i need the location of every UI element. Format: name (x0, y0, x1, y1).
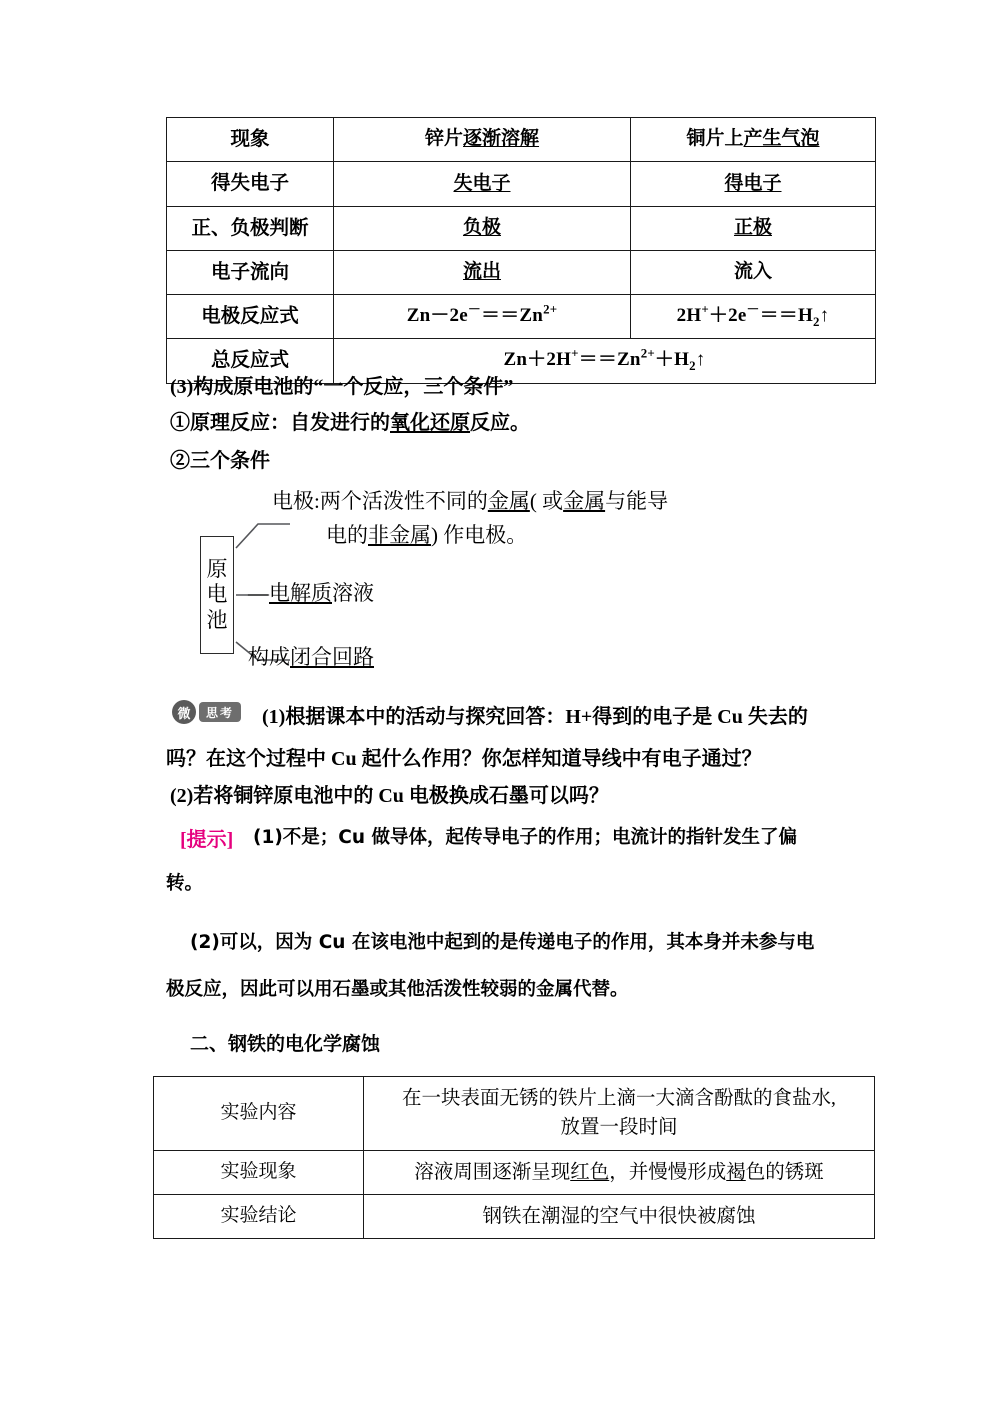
answer-2-line1: (2)可以，因为 Cu 在该电池中起到的是传递电子的作用，其本身并未参与电 (190, 932, 815, 953)
row-label-experiment-content: 实验内容 (154, 1077, 364, 1151)
cell-experiment-conclusion: 钢铁在潮湿的空气中很快被腐蚀 (364, 1194, 875, 1238)
table-row (154, 1150, 875, 1194)
branch1-suffix: 与能导 (605, 489, 669, 513)
cell-copper-electrode-equation: $2H^++2e^-==H_2↑$ (631, 295, 876, 339)
row-label-experiment-conclusion: 实验结论 (154, 1194, 364, 1238)
brace-box-char-1: 原 (206, 556, 228, 581)
branch-electrode-line1 (272, 486, 668, 518)
principle-prefix: ①原理反应：自发进行的 (170, 412, 390, 434)
answer-1-line1: (1)不是；Cu 做导体，起传导电子的作用；电流计的指针发生了偏 (253, 827, 797, 848)
branch3-underline: 闭合回路 (290, 645, 374, 669)
table-row (167, 295, 876, 339)
table-row (154, 1077, 875, 1151)
think-badge-circle: 微 (172, 700, 196, 724)
branch-closed-circuit (248, 642, 374, 674)
cell-zinc-phenomenon: 锌片逐渐溶解 (334, 118, 631, 162)
brace-box-char-3: 池 (206, 607, 228, 632)
branch2-suffix: 溶液 (332, 581, 374, 605)
section-heading: 二、钢铁的电化学腐蚀 (190, 1033, 381, 1055)
electrode-reaction-table (166, 117, 876, 384)
experiment-content-line1: 在一块表面无锈的铁片上滴一大滴含酚酞的食盐水, (402, 1088, 836, 1109)
table-row (167, 118, 876, 162)
branch1-mid: ( 或 (529, 489, 564, 513)
row-label-electrode-equation: 电极反应式 (167, 295, 334, 339)
answer-2-line2: 极反应，因此可以用石墨或其他活泼性较弱的金属代替。 (166, 979, 629, 1000)
experiment-content-line2: 放置一段时间 (560, 1117, 678, 1139)
row-label-polarity: 正、负极判断 (167, 206, 334, 250)
branch3-prefix: 构成 (248, 645, 290, 669)
cell-experiment-phenomenon: 溶液周围逐渐呈现红色，并慢慢形成褐色的锈斑 (364, 1150, 875, 1194)
think-badge-pill: 思考 (199, 702, 241, 722)
conditions-title: ②三个条件 (170, 450, 270, 472)
row-label-phenomenon: 现象 (167, 118, 334, 162)
branch1-l2-suffix: ) 作电极。 (431, 523, 528, 547)
branch-electrolyte: —电解质溶液 (248, 581, 374, 605)
branch1-underline-2: 金属 (563, 489, 606, 513)
hint-label: [提示] (180, 829, 234, 851)
cell-zinc-electron-flow: 流出 (334, 250, 631, 294)
galvanic-cell-brace-diagram (190, 490, 810, 685)
cell-zinc-electrode-equation: $Zn-2e^-==Zn^{2+}$ (334, 295, 631, 339)
principle-reaction-line (170, 408, 530, 439)
table-row (167, 206, 876, 250)
corrosion-experiment-table (153, 1076, 875, 1239)
cell-copper-polarity: 正极 (631, 206, 876, 250)
question-1-line2: 吗？在这个过程中 Cu 起什么作用？你怎样知道导线中有电子通过？ (166, 748, 762, 770)
cell-copper-electron-transfer: 得电子 (631, 162, 876, 206)
table-row (154, 1194, 875, 1238)
construct-title: (3)构成原电池的“一个反应，三个条件” (170, 376, 514, 398)
cell-experiment-content (364, 1077, 875, 1151)
cell-copper-electron-flow: 流入 (631, 250, 876, 294)
table-row (167, 250, 876, 294)
think-badge (172, 700, 241, 724)
answer-1-line2: 转。 (166, 873, 204, 894)
principle-suffix: 反应。 (470, 412, 530, 434)
question-2: (2)若将铜锌原电池中的 Cu 电极换成石墨可以吗？ (170, 785, 609, 807)
branch1-underline-1: 金属 (487, 489, 530, 513)
branch-electrode-line2 (326, 520, 527, 552)
branch1-l2-prefix: 电的 (326, 523, 368, 547)
cell-zinc-polarity: 负极 (334, 206, 631, 250)
row-label-total-equation: 总反应式 (167, 339, 334, 383)
cell-zinc-electron-transfer: 失电子 (334, 162, 631, 206)
principle-underlined: 氧化还原 (390, 412, 470, 434)
row-label-experiment-phenomenon: 实验现象 (154, 1150, 364, 1194)
branch2-underline: 电解质 (269, 581, 332, 605)
cell-copper-phenomenon: 铜片上产生气泡 (631, 118, 876, 162)
question-1-line1: (1)根据课本中的活动与探究回答：H+得到的电子是 Cu 失去的 (262, 706, 808, 728)
cell-total-equation: $Zn+2H^+==Zn^{2+}+H_2↑$ (334, 339, 876, 383)
row-label-electron-transfer: 得失电子 (167, 162, 334, 206)
row-label-electron-flow: 电子流向 (167, 250, 334, 294)
branch1-l2-underline: 非金属 (368, 523, 431, 547)
table-row (167, 162, 876, 206)
branch1-prefix: 电极:两个活泼性不同的 (272, 489, 488, 513)
brace-box-char-2: 电 (206, 582, 228, 607)
galvanic-cell-label-box (200, 536, 234, 654)
